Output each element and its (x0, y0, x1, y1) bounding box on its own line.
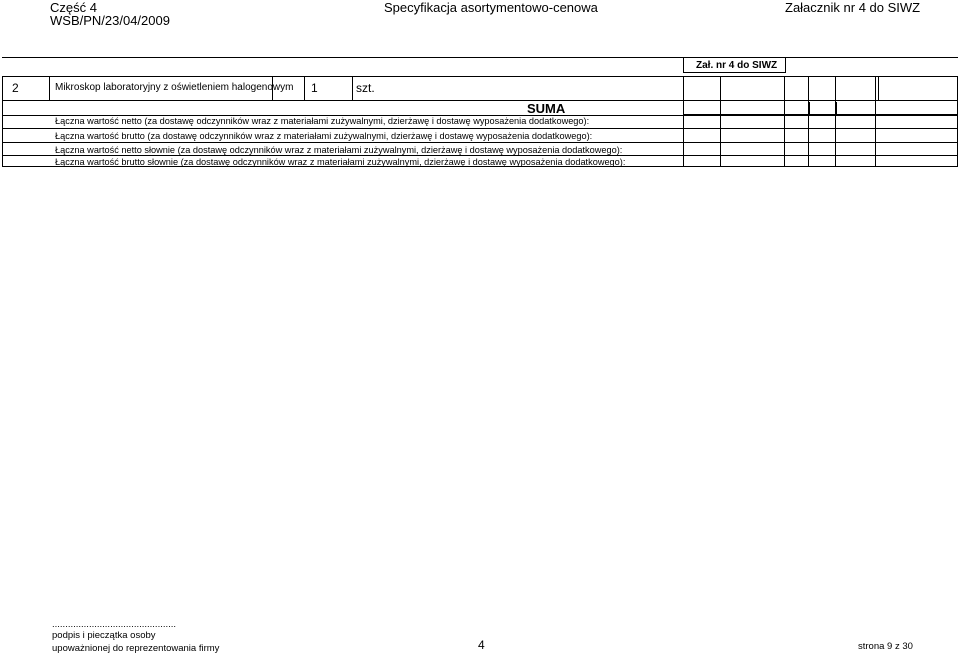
grid-line (784, 76, 785, 166)
grid-line (836, 102, 837, 115)
gross-total-label: Łączna wartość brutto (za dostawę odczynników wraz z materiałami zużywalnymi, dzierżawę i dostawę wyposażenia dodatkowego): (55, 131, 593, 141)
grid-line (683, 72, 786, 73)
grid-line (683, 76, 684, 166)
grid-line (2, 100, 958, 101)
item-quantity: 1 (311, 81, 318, 95)
row-number: 2 (12, 81, 19, 95)
grid-line (49, 76, 50, 100)
grid-line (2, 155, 958, 156)
net-total-label: Łączna wartość netto (za dostawę odczynników wraz z materiałami zużywalnymi, dzierżawę i dostawę wyposażenia dodatkowego): (55, 116, 590, 126)
item-unit: szt. (356, 81, 375, 95)
page-number: strona 9 z 30 (858, 641, 913, 652)
attachment-label: Zał. nr 4 do SIWZ (696, 60, 778, 71)
signature-caption-line1: podpis i pieczątka osoby (52, 630, 156, 641)
signature-dots: ............................................... (52, 619, 177, 630)
grid-line (875, 76, 876, 166)
grid-line (2, 128, 958, 129)
page-title: Specyfikacja asortymentowo-cenowa (384, 0, 598, 15)
grid-line (835, 76, 836, 166)
document-code: WSB/PN/23/04/2009 (50, 13, 170, 28)
net-total-words-label: Łączna wartość netto słownie (za dostawę odczynników wraz z materiałami zużywalnymi, dzierżawę i dostawę wyposażenia dodatkowego): (55, 145, 623, 155)
suma-label: SUMA (527, 101, 566, 116)
grid-line (785, 57, 786, 73)
grid-line (808, 76, 809, 166)
gross-total-words-label: Łączna wartość brutto słownie (za dostawę odczynników wraz z materiałami zużywalnymi, dzierżawę i dostawę wyposażenia dodatkowego): (55, 157, 626, 167)
part-label: Część 4 (50, 0, 97, 15)
attachment-title: Załacznik nr 4 do SIWZ (785, 0, 921, 15)
grid-line (878, 76, 879, 100)
grid-line (304, 76, 305, 100)
grid-line (352, 76, 353, 100)
grid-line (683, 57, 684, 73)
grid-line (2, 76, 3, 166)
grid-line (2, 76, 958, 77)
grid-line (720, 76, 721, 166)
signature-caption-line2: upoważnionej do reprezentowania firmy (52, 643, 220, 654)
grid-line (957, 76, 958, 166)
item-name: Mikroskop laboratoryjny z oświetleniem halogenowym (55, 82, 294, 93)
grid-line (2, 57, 958, 58)
grid-line (2, 142, 958, 143)
section-number: 4 (478, 638, 485, 652)
grid-line (809, 102, 810, 115)
